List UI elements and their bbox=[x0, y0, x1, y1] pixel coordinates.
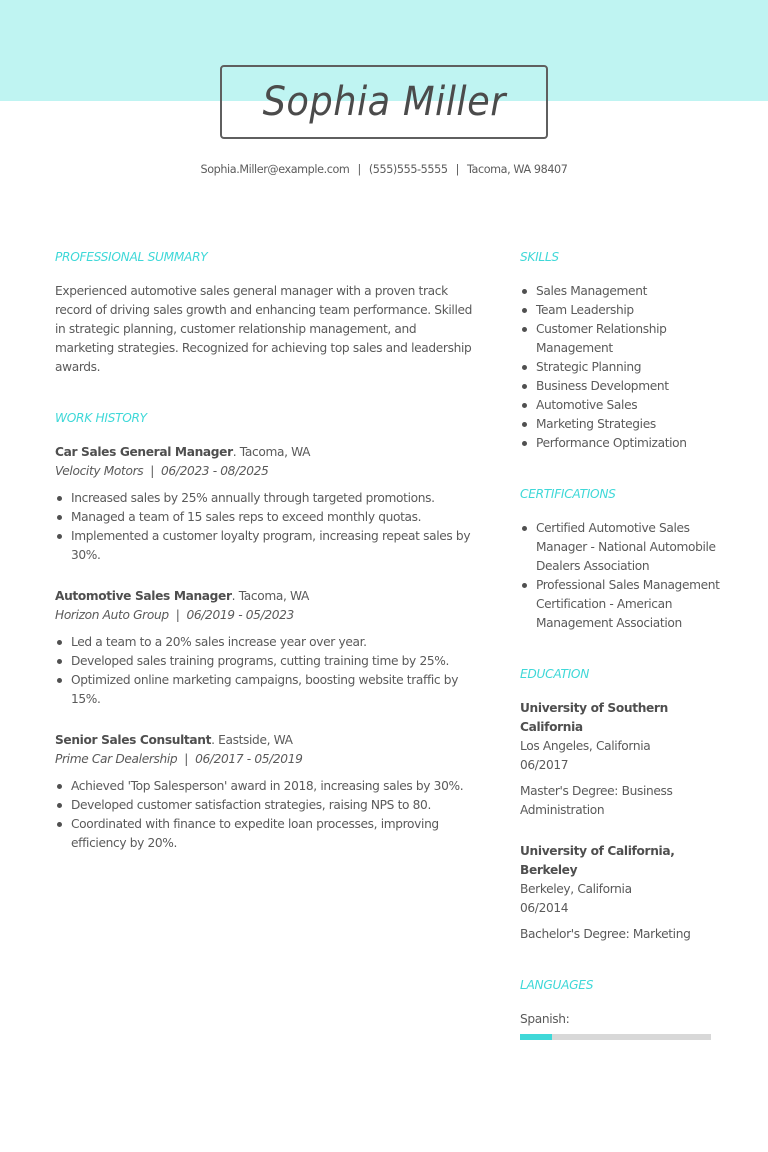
school-name: University of California, Berkeley bbox=[520, 844, 675, 877]
skills-section bbox=[520, 248, 720, 453]
job-dates: 06/2019 - 05/2023 bbox=[186, 608, 294, 622]
job-entry bbox=[55, 587, 475, 709]
name-box bbox=[220, 65, 548, 139]
language-level-fill bbox=[520, 1034, 552, 1040]
certification-item: Certified Automotive Sales Manager - National Automobile Dealers Association bbox=[520, 519, 720, 576]
job-location: . Tacoma, WA bbox=[232, 445, 311, 459]
company: Velocity Motors bbox=[55, 464, 144, 478]
right-column bbox=[520, 248, 720, 1040]
school-city: Los Angeles, California bbox=[520, 739, 651, 753]
separator: | bbox=[184, 752, 189, 766]
skill-item: Strategic Planning bbox=[520, 358, 720, 377]
skills-list bbox=[520, 282, 720, 453]
language-level-bar bbox=[520, 1034, 711, 1040]
list-item: Increased sales by 25% annually through targeted promotions. bbox=[55, 489, 475, 508]
education-entry bbox=[520, 842, 720, 944]
certification-item: Professional Sales Management Certification - American Management Association bbox=[520, 576, 720, 633]
company: Horizon Auto Group bbox=[55, 608, 169, 622]
job-dates: 06/2017 - 05/2019 bbox=[195, 752, 303, 766]
section-title: SKILLS bbox=[520, 250, 559, 264]
list-item: Implemented a customer loyalty program, increasing repeat sales by 30%. bbox=[55, 527, 475, 565]
skill-item: Performance Optimization bbox=[520, 434, 720, 453]
certifications-list bbox=[520, 519, 720, 633]
school-city: Berkeley, California bbox=[520, 882, 632, 896]
degree: Master's Degree: Business Administration bbox=[520, 784, 673, 817]
job-bullets bbox=[55, 633, 475, 709]
job-bullets bbox=[55, 777, 475, 853]
job-role: Senior Sales Consultant bbox=[55, 733, 212, 747]
languages-section bbox=[520, 976, 720, 1040]
phone[interactable]: (555)555-5555 bbox=[368, 163, 448, 176]
education-entry bbox=[520, 699, 720, 820]
skill-item: Sales Management bbox=[520, 282, 720, 301]
separator: | bbox=[150, 464, 154, 478]
certifications-section bbox=[520, 485, 720, 633]
list-item: Achieved 'Top Salesperson' award in 2018, increasing sales by 30%. bbox=[55, 777, 475, 796]
contact-line bbox=[0, 163, 768, 176]
list-item: Managed a team of 15 sales reps to exceed monthly quotas. bbox=[55, 508, 475, 527]
email[interactable]: Sophia.Miller@example.com bbox=[200, 163, 350, 176]
list-item: Developed customer satisfaction strategies, raising NPS to 80. bbox=[55, 796, 475, 815]
school-name: University of Southern California bbox=[520, 701, 668, 734]
left-column bbox=[55, 248, 475, 853]
list-item: Developed sales training programs, cutting training time by 25%. bbox=[55, 652, 475, 671]
section-title: WORK HISTORY bbox=[55, 411, 147, 425]
section-title: EDUCATION bbox=[520, 667, 590, 681]
address: Tacoma, WA 98407 bbox=[466, 163, 568, 176]
section-title: PROFESSIONAL SUMMARY bbox=[55, 250, 208, 264]
separator: | bbox=[455, 163, 459, 176]
job-entry bbox=[55, 443, 475, 565]
candidate-name: Sophia Miller bbox=[262, 79, 506, 125]
skill-item: Marketing Strategies bbox=[520, 415, 720, 434]
job-location: . Eastside, WA bbox=[211, 733, 293, 747]
job-role: Automotive Sales Manager bbox=[55, 589, 232, 603]
list-item: Optimized online marketing campaigns, boosting website traffic by 15%. bbox=[55, 671, 475, 709]
education-section bbox=[520, 665, 720, 944]
list-item: Coordinated with finance to expedite loan processes, improving efficiency by 20%. bbox=[55, 815, 475, 853]
work-history-section bbox=[55, 409, 475, 853]
skill-item: Automotive Sales bbox=[520, 396, 720, 415]
section-title: CERTIFICATIONS bbox=[520, 487, 616, 501]
summary-text: Experienced automotive sales general manager with a proven track record of driving sales growth and enhancing team performance. Skilled in strategic planning, customer relationship management, and marketing strategies. Recognized for achieving top sales and leadership awards. bbox=[55, 284, 473, 374]
degree: Bachelor's Degree: Marketing bbox=[520, 927, 691, 941]
separator: | bbox=[175, 608, 180, 622]
professional-summary-section bbox=[55, 248, 475, 377]
graduation-date: 06/2014 bbox=[520, 901, 569, 915]
company: Prime Car Dealership bbox=[55, 752, 178, 766]
section-title: LANGUAGES bbox=[520, 978, 594, 992]
skill-item: Business Development bbox=[520, 377, 720, 396]
job-bullets bbox=[55, 489, 475, 565]
skill-item: Customer Relationship Management bbox=[520, 320, 720, 358]
job-location: . Tacoma, WA bbox=[231, 589, 310, 603]
graduation-date: 06/2017 bbox=[520, 758, 569, 772]
separator: | bbox=[357, 163, 361, 176]
job-entry bbox=[55, 731, 475, 853]
language-name: Spanish: bbox=[520, 1012, 570, 1026]
job-role: Car Sales General Manager bbox=[55, 445, 233, 459]
skill-item: Team Leadership bbox=[520, 301, 720, 320]
list-item: Led a team to a 20% sales increase year over year. bbox=[55, 633, 475, 652]
job-dates: 06/2023 - 08/2025 bbox=[161, 464, 269, 478]
